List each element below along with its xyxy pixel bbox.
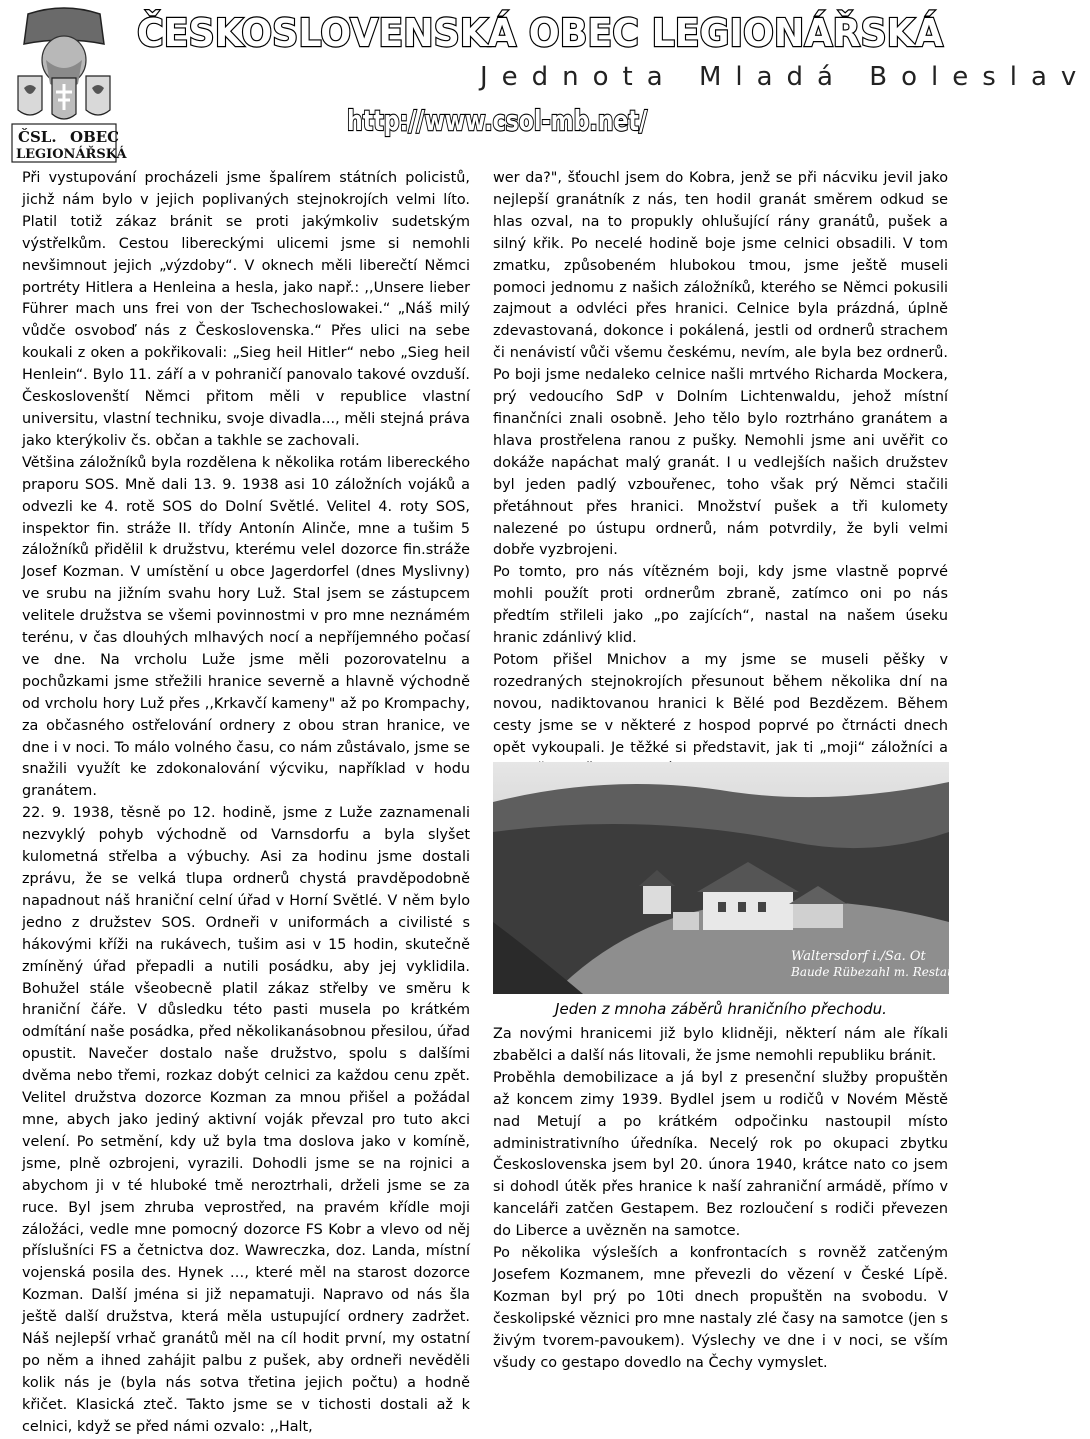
logo-text-obec: OBEC xyxy=(70,128,120,146)
website-url xyxy=(342,100,652,140)
svg-text:http://www.csol-mb.net/: http://www.csol-mb.net/ xyxy=(347,104,648,137)
left-article-column xyxy=(22,168,470,1439)
svg-text:ČESKOSLOVENSKÁ OBEC LEGIONÁŘSK: ČESKOSLOVENSKÁ OBEC LEGIONÁŘSKÁ xyxy=(137,11,944,55)
paragraph: Po několika výsleších a konfrontacích s rovněž zatčeným Josefem Kozmanem, mne převezli do vězení v České Lípě. Kozman byl prý po 10ti dnech propuštěn na svobodu. V českolipské věznici pro mne nastaly zlé časy na samotce (jen s živým tvorem-pavoukem). Výslechy ve dne i v noci, se vším všudy co gestapo dovedlo na Čechy vymyslet. xyxy=(493,1245,948,1371)
organization-title xyxy=(130,6,950,58)
right-article-column-bottom xyxy=(493,1024,948,1375)
logo-text-legionarska: LEGIONÁŘSKÁ xyxy=(16,147,127,162)
legion-emblem-logo xyxy=(8,6,127,164)
paragraph: Při vystupování procházeli jsme špalírem státních policistů, jichž nám bylo v jejich poplivaných stejnokrojích velmi líto. Platil totiž zákaz bránit se proti jakýmkoliv sudetským výstřelkům. Cestou libereckými ulicemi jsme si nemohli nevšimnout jejich „výzdoby“. V oknech měli liberečtí Němci portréty Hitlera a Henleina a hesla, jako např.: ,,Unsere lieber Führer mach uns frei von der Tschechoslowakei.“ „Náš milý vůdče osvoboď nás z Československa.“ Přes ulici na sebe koukali z oken a pokřikovali: „Sieg heil Hitler“ nebo „Sieg heil Henlein“. Bylo 11. září a v pohraničí panovalo takové ovzduší. Českoslovenští Němci přitom měli v republice vlastní universitu, vlastní techniku, svoje divadla..., měli stejná práva jako kterýkoliv čs. občan a takhle se zachovali. xyxy=(22,170,470,449)
border-crossing-photo xyxy=(493,762,968,994)
photo-caption: Jeden z mnoha záběrů hraničního přechodu. xyxy=(555,1000,887,1018)
paragraph: Potom přišel Mnichov a my jsme se museli pěšky v rozedraných stejnokrojích přesunout během několika dní na novou, nadiktovanou hranici k Bělé pod Bezdězem. Během cesty jsme se v některé z hospod poprvé po čtrnácti dnech opět vykoupali. Je těžké si představit, jak ti „moji“ záložníci a xyxy=(493,651,948,756)
paragraph: Po tomto, pro nás vítězném boji, kdy jsme vlastně poprvé mohli použít proti ordnerům zbraně, zatímco oni po nás předtím střileli jako „po zajících“, nastal na našem úseku hranic zdánlivý klid. xyxy=(493,564,948,647)
paragraph: 22. 9. 1938, těsně po 12. hodině, jsme z Luže zaznamenali nezvyklý pohyb východně od Varnsdorfu a byla slyšet kulometná střelba a výbuchy. Asi za hodinu jsme dostali zprávu, že se velká tlupa ordnerů chystá pravděpodobně napadnout náš hraniční celní úřad v Horní Světlé. V něm bylo jedno z družstev SOS. Ordneři v uniformách a civilisté s hákovými kříži na rukávech, tušim asi v 15 hodin, skutečně zmíněný úřad přepadli a nutili posádku, aby jej vyklidila. Bohužel stále všeobecně platil zákaz střelby ve směru k hraniční čáře. V důsledku této pasti musela po krátkém odmítání naše posádka, před několikanásobnou přesilou, úřad opustit. Navečer dostalo naše družstvo, spolu s dalšími dvěma nebo třemi, rozkaz dobýt celnici za každou cenu zpět. Velitel družstva dozorce Kozman za mnou přišel a požádal mne, abych jako jediný aktivní voják převzal pro tuto akci velení. Po setmění, kdy už byla tma doslova jako v komíně, jsme, plně ozbrojeni, vyrazili. Dohodli jsme se na rojnici a abychom ji v té hluboké tmě neroztrhali, drželi jsme se za ruce. Byl jsem zhruba veprostřed, na pravém křídle moji záložáci, vedle mne pomocný dozorce FS Kobr a vlevo od něj příslušníci FS a četnictva doz. Wawreczka, doz. Landa, místní vojenská posila des. Hynek …, které měl na starost dozorce Kozman. Další jména si již nepamatuji. Napravo od nás šla ještě další družstva, která měla ustupující ordnery zadržet. Náš nejlepší vrhač granátů měl na cíl hodit první, my ostatní po něm a ihned zahájit palbu z pušek, aby ordneři nevěděli kolik nás je (byla nás sotva třetina jejich počtu) a hodně křičet. Klasická zteč. Takto jsme se v tichosti dostali až k celnici, když se před námi ozvalo: ,,Halt, xyxy=(22,805,470,1435)
logo-text-csl: ČSL. xyxy=(18,128,57,146)
photo-inscription-line2: Baude Rübezahl m. Restaura xyxy=(791,965,968,979)
paragraph: Většina záložníků byla rozdělena k několika rotám libereckého praporu SOS. Mně dali 13. 9. 1938 asi 10 záložních vojáků a odvezli ke 4. rotě SOS do Dolní Světlé. Velitel 4. roty SOS, inspektor fin. stráže II. třídy Antonín Alinče, mne a tušim 5 záložníků přidělil k družstvu, kterému velel dozorce fin.stráže Josef Kozman. V umístění u obce Jagerdorfel (dnes Myslivny) ve srubu na jižním svahu hory Luž. Stal jsem se zástupcem velitele družstva se všemi povinnostmi v pro mne neznámém terénu, v čas dlouhých mlhavých nocí a nepříjemného počasí ve dne. Na vrcholu Luže jsme měli pozorovatelnu a pochůzkami jsme střežili hranice severně a hlavně východně od vrcholu hory Luž přes ,,Krkavčí kameny" až po Krompachy, za občasného ostřelování ordnery z obou stran hranice, ve dne i v noci. To málo volného času, co nám zůstávalo, jsme se snažili využít ke zdokonalování výcviku, například v hodu granátem. xyxy=(22,454,470,800)
page-header xyxy=(0,0,1090,168)
unit-subtitle: Jednota Mladá Boleslav xyxy=(480,62,1090,92)
paragraph: Proběhla demobilizace a já byl z presenční služby propuštěn až koncem zimy 1939. Bydlel jsem u rodičů v Novém Městě nad Metují a po krátkém odpočinku nastoupil místo administrativního úředníka. Necelý rok po okupaci zbytku Československa jsem byl 20. února 1940, krátce nato co jsem si dohodl útěk přes hranice k naší zahraniční armádě, přímo v kanceláři zatčen Gestapem. Bez rozloučení s rodiči převezen do Liberce a uvězněn na samotce. xyxy=(493,1069,948,1240)
paragraph: Za novými hranicemi již bylo klidněji, některí nám ale říkali zbabělci a další nás litovali, že jsme nemohli republiku bránit. xyxy=(493,1026,948,1064)
photo-inscription-line1: Waltersdorf i./Sa. Ot xyxy=(791,949,926,964)
paragraph: wer da?", šťouchl jsem do Kobra, jenž se při nácviku jevil jako nejlepší granátník z nás, ten hodil granát směrem odkud se hlas ozval, na to propukly ohlušující rány granátů, pušek a silný křik. Po necelé hodině boje jsme celnici obsadili. V tom zmatku, způsobeném hlubokou tmou, jsme ještě museli pomoci jednomu z našich záložníků, kterého se Němci pokusili zajmout a odvléci přes hranici. Celnice byla prázdná, úplně zdevastovaná, dokonce i pokálená, jestli od ordnerů strachem či nenávistí vůči všemu českému, nevím, ale byla bez ordnerů. Po boji jsme nedaleko celnice našli mrtvého Richarda Mockera, prý vedoucího SdP v Dolním Lichtenwaldu, jehož místní finančníci znali osobně. Jeho tělo bylo roztrháno granátem a hlava prostřelena ranou z pušky. Nemohli jsme ani uvěřit co dokáže napáchat malý granát. I u vedlejších našich družstev byl jeden padlý vzbouřenec, toho však prý Němci stačili přetáhnout přes hranici. Množství pušek a tři kulomety nalezené po ústupu ordnerů, nám potvrdily, že byli velmi dobře vyzbrojeni. xyxy=(493,170,948,559)
right-article-column-top xyxy=(493,168,948,781)
